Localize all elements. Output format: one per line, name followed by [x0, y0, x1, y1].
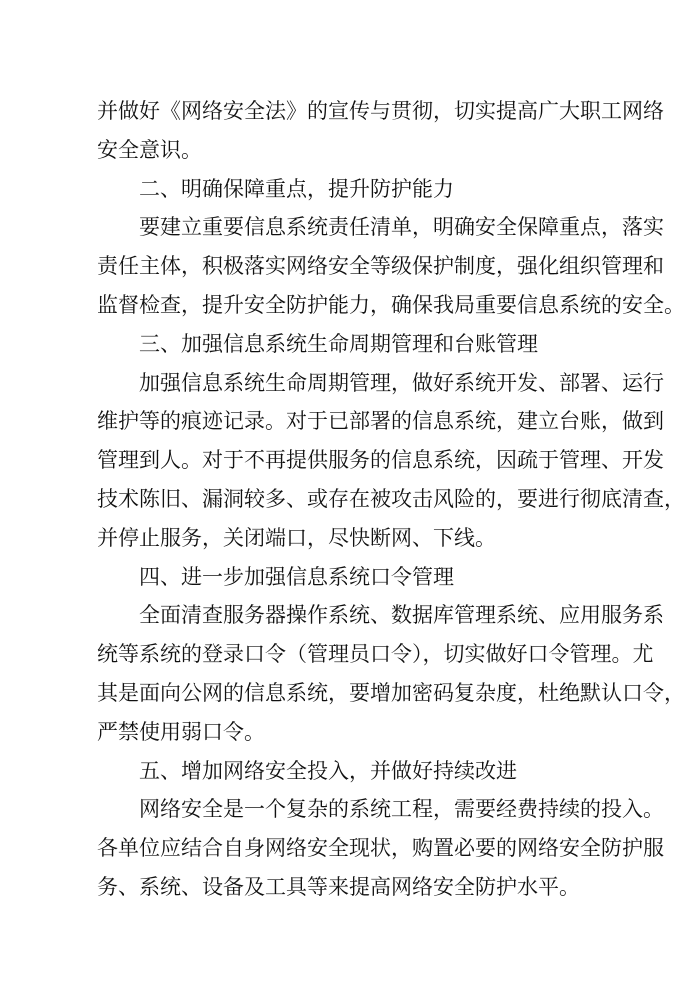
paragraph-line: 严禁使用弱口令。 [97, 719, 265, 744]
section-heading: 四、进一步加强信息系统口令管理 [139, 564, 454, 589]
paragraph-line: 安全意识。 [97, 137, 202, 162]
section-heading: 五、增加网络安全投入，并做好持续改进 [139, 758, 517, 783]
paragraph-line: 维护等的痕迹记录。对于已部署的信息系统，建立台账，做到 [97, 409, 664, 434]
paragraph-line: 并停止服务，关闭端口，尽快断网、下线。 [97, 525, 496, 550]
section-heading: 三、加强信息系统生命周期管理和台账管理 [139, 331, 538, 356]
paragraph-line: 网络安全是一个复杂的系统工程，需要经费持续的投入。 [139, 797, 664, 822]
section-heading: 二、明确保障重点，提升防护能力 [139, 176, 454, 201]
paragraph-line: 技术陈旧、漏洞较多、或存在被攻击风险的，要进行彻底清查， [97, 486, 685, 511]
paragraph-line: 监督检查，提升安全防护能力，确保我局重要信息系统的安全。 [97, 292, 685, 317]
paragraph-line: 全面清查服务器操作系统、数据库管理系统、应用服务系 [139, 603, 664, 628]
paragraph-line: 并做好《网络安全法》的宣传与贯彻，切实提高广大职工网络 [97, 99, 664, 123]
document-body [97, 92, 685, 907]
paragraph-line: 加强信息系统生命周期管理，做好系统开发、部署、运行 [139, 370, 664, 395]
paragraph-line: 要建立重要信息系统责任清单，明确安全保障重点，落实 [139, 215, 664, 240]
paragraph-line: 其是面向公网的信息系统，要增加密码复杂度，杜绝默认口令， [97, 680, 685, 705]
paragraph-line: 务、系统、设备及工具等来提高网络安全防护水平。 [97, 874, 580, 899]
paragraph-line: 责任主体，积极落实网络安全等级保护制度，强化组织管理和 [97, 254, 664, 279]
paragraph-line: 统等系统的登录口令（管理员口令），切实做好口令管理。尤 [97, 642, 654, 667]
paragraph-line: 管理到人。对于不再提供服务的信息系统，因疏于管理、开发 [97, 448, 664, 473]
paragraph-line: 各单位应结合自身网络安全现状，购置必要的网络安全防护服 [97, 836, 664, 861]
